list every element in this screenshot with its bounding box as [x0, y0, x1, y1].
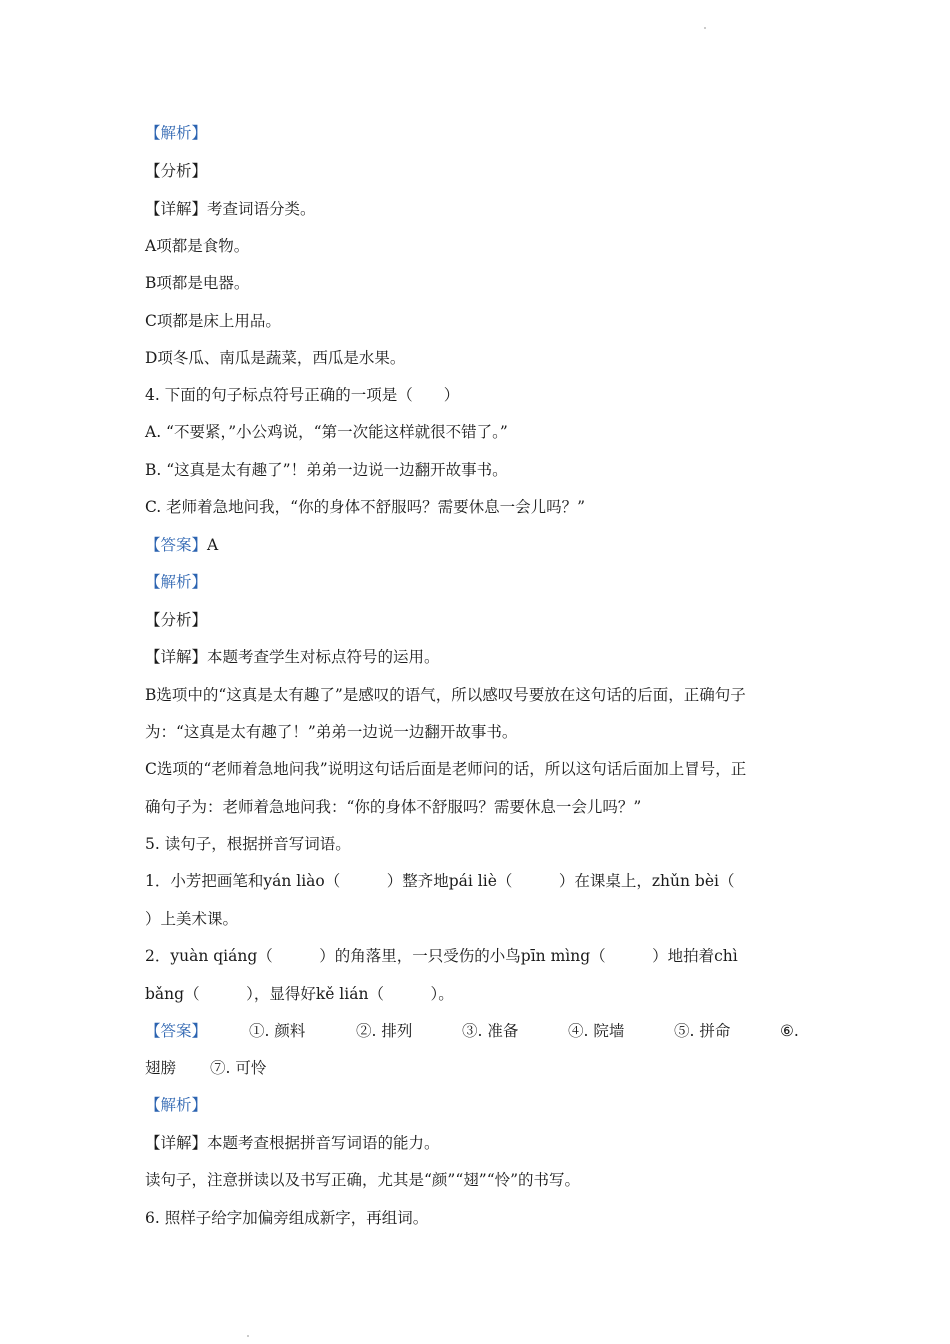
q5-jiexi-label: 【解析】: [145, 1096, 208, 1114]
jiexi-label: 【解析】: [145, 124, 208, 142]
q6-stem: 6. 照样子给字加偏旁组成新字，再组词。: [145, 1209, 429, 1227]
q5-stem: 5. 读句子，根据拼音写词语。: [145, 835, 351, 853]
q4-b-explain-1: B选项中的“这真是太有趣了”是感叹的语气，所以感叹号要放在这句话的后面，正确句子: [145, 686, 746, 704]
fenxi-label: 【分析】: [145, 162, 208, 180]
detail-tag: 【详解】: [145, 648, 208, 666]
q4-jiexi-label: 【解析】: [145, 573, 208, 591]
option-c-explain: C项都是床上用品。: [145, 312, 281, 330]
q4-b-explain-2: 为：“这真是太有趣了！”弟弟一边说一边翻开故事书。: [145, 723, 518, 741]
answer-item: ①. 颜料: [249, 1022, 306, 1040]
answer-item: ④. 院墙: [568, 1022, 625, 1040]
detail-text: 本题考查根据拼音写词语的能力。: [207, 1134, 440, 1152]
answer-item: ⑤. 拼命: [674, 1022, 731, 1040]
footer-dot: [247, 1335, 249, 1337]
answer-tag: 【答案】: [145, 536, 208, 554]
corner-dot: [704, 27, 706, 29]
answer-item: ③. 准备: [462, 1022, 519, 1040]
q5-sentence2-line2: bǎng（ ），显得好kě lián（ ）。: [145, 985, 454, 1003]
q5-sentence1-line2: ）上美术课。: [145, 910, 239, 928]
detail-tag: 【详解】: [145, 1134, 208, 1152]
q5-answer-tag: 【答案】: [145, 1022, 208, 1040]
q4-fenxi-label: 【分析】: [145, 611, 208, 629]
q5-sentence2-line1: 2．yuàn qiáng（ ）的角落里，一只受伤的小鸟pīn mìng（ ）地拍着chì: [145, 947, 738, 965]
answer-item: ②. 排列: [356, 1022, 413, 1040]
q4-option-b: B. “这真是太有趣了”！弟弟一边说一边翻开故事书。: [145, 461, 508, 479]
detail-text: 本题考查学生对标点符号的运用。: [207, 648, 440, 666]
answer-value: A: [207, 536, 219, 554]
q4-option-c: C. 老师着急地问我，“你的身体不舒服吗？需要休息一会儿吗？”: [145, 498, 586, 516]
answer-item: ⑥.: [780, 1022, 799, 1040]
q5-detail-line: [145, 1133, 440, 1153]
answer-item: ⑦. 可怜: [210, 1059, 267, 1077]
detail-tag: 【详解】: [145, 200, 208, 218]
q4-answer-line: [145, 535, 218, 555]
q4-c-explain-1: C选项的“老师着急地问我”说明这句话后面是老师问的话，所以这句话后面加上冒号，正: [145, 760, 747, 778]
option-b-explain: B项都是电器。: [145, 274, 250, 292]
q5-note: 读句子，注意拼读以及书写正确，尤其是“颜”“翅”“怜”的书写。: [145, 1171, 581, 1189]
q4-stem: 4. 下面的句子标点符号正确的一项是（ ）: [145, 386, 460, 404]
detail-line: [145, 199, 316, 219]
q4-c-explain-2: 确句子为：老师着急地问我：“你的身体不舒服吗？需要休息一会儿吗？”: [145, 798, 642, 816]
option-d-explain: D项冬瓜、南瓜是蔬菜，西瓜是水果。: [145, 349, 406, 367]
answer-item: 翅膀: [145, 1059, 177, 1077]
option-a-explain: A项都是食物。: [145, 237, 250, 255]
q5-sentence1-line1: 1．小芳把画笔和yán liào（ ）整齐地pái liè（ ）在课桌上，zhǔn bèi（: [145, 872, 735, 890]
q4-option-a: A. “不要紧，”小公鸡说，“第一次能这样就很不错了。”: [145, 423, 508, 441]
detail-text: 考查词语分类。: [207, 200, 316, 218]
q4-detail-line: [145, 647, 440, 667]
